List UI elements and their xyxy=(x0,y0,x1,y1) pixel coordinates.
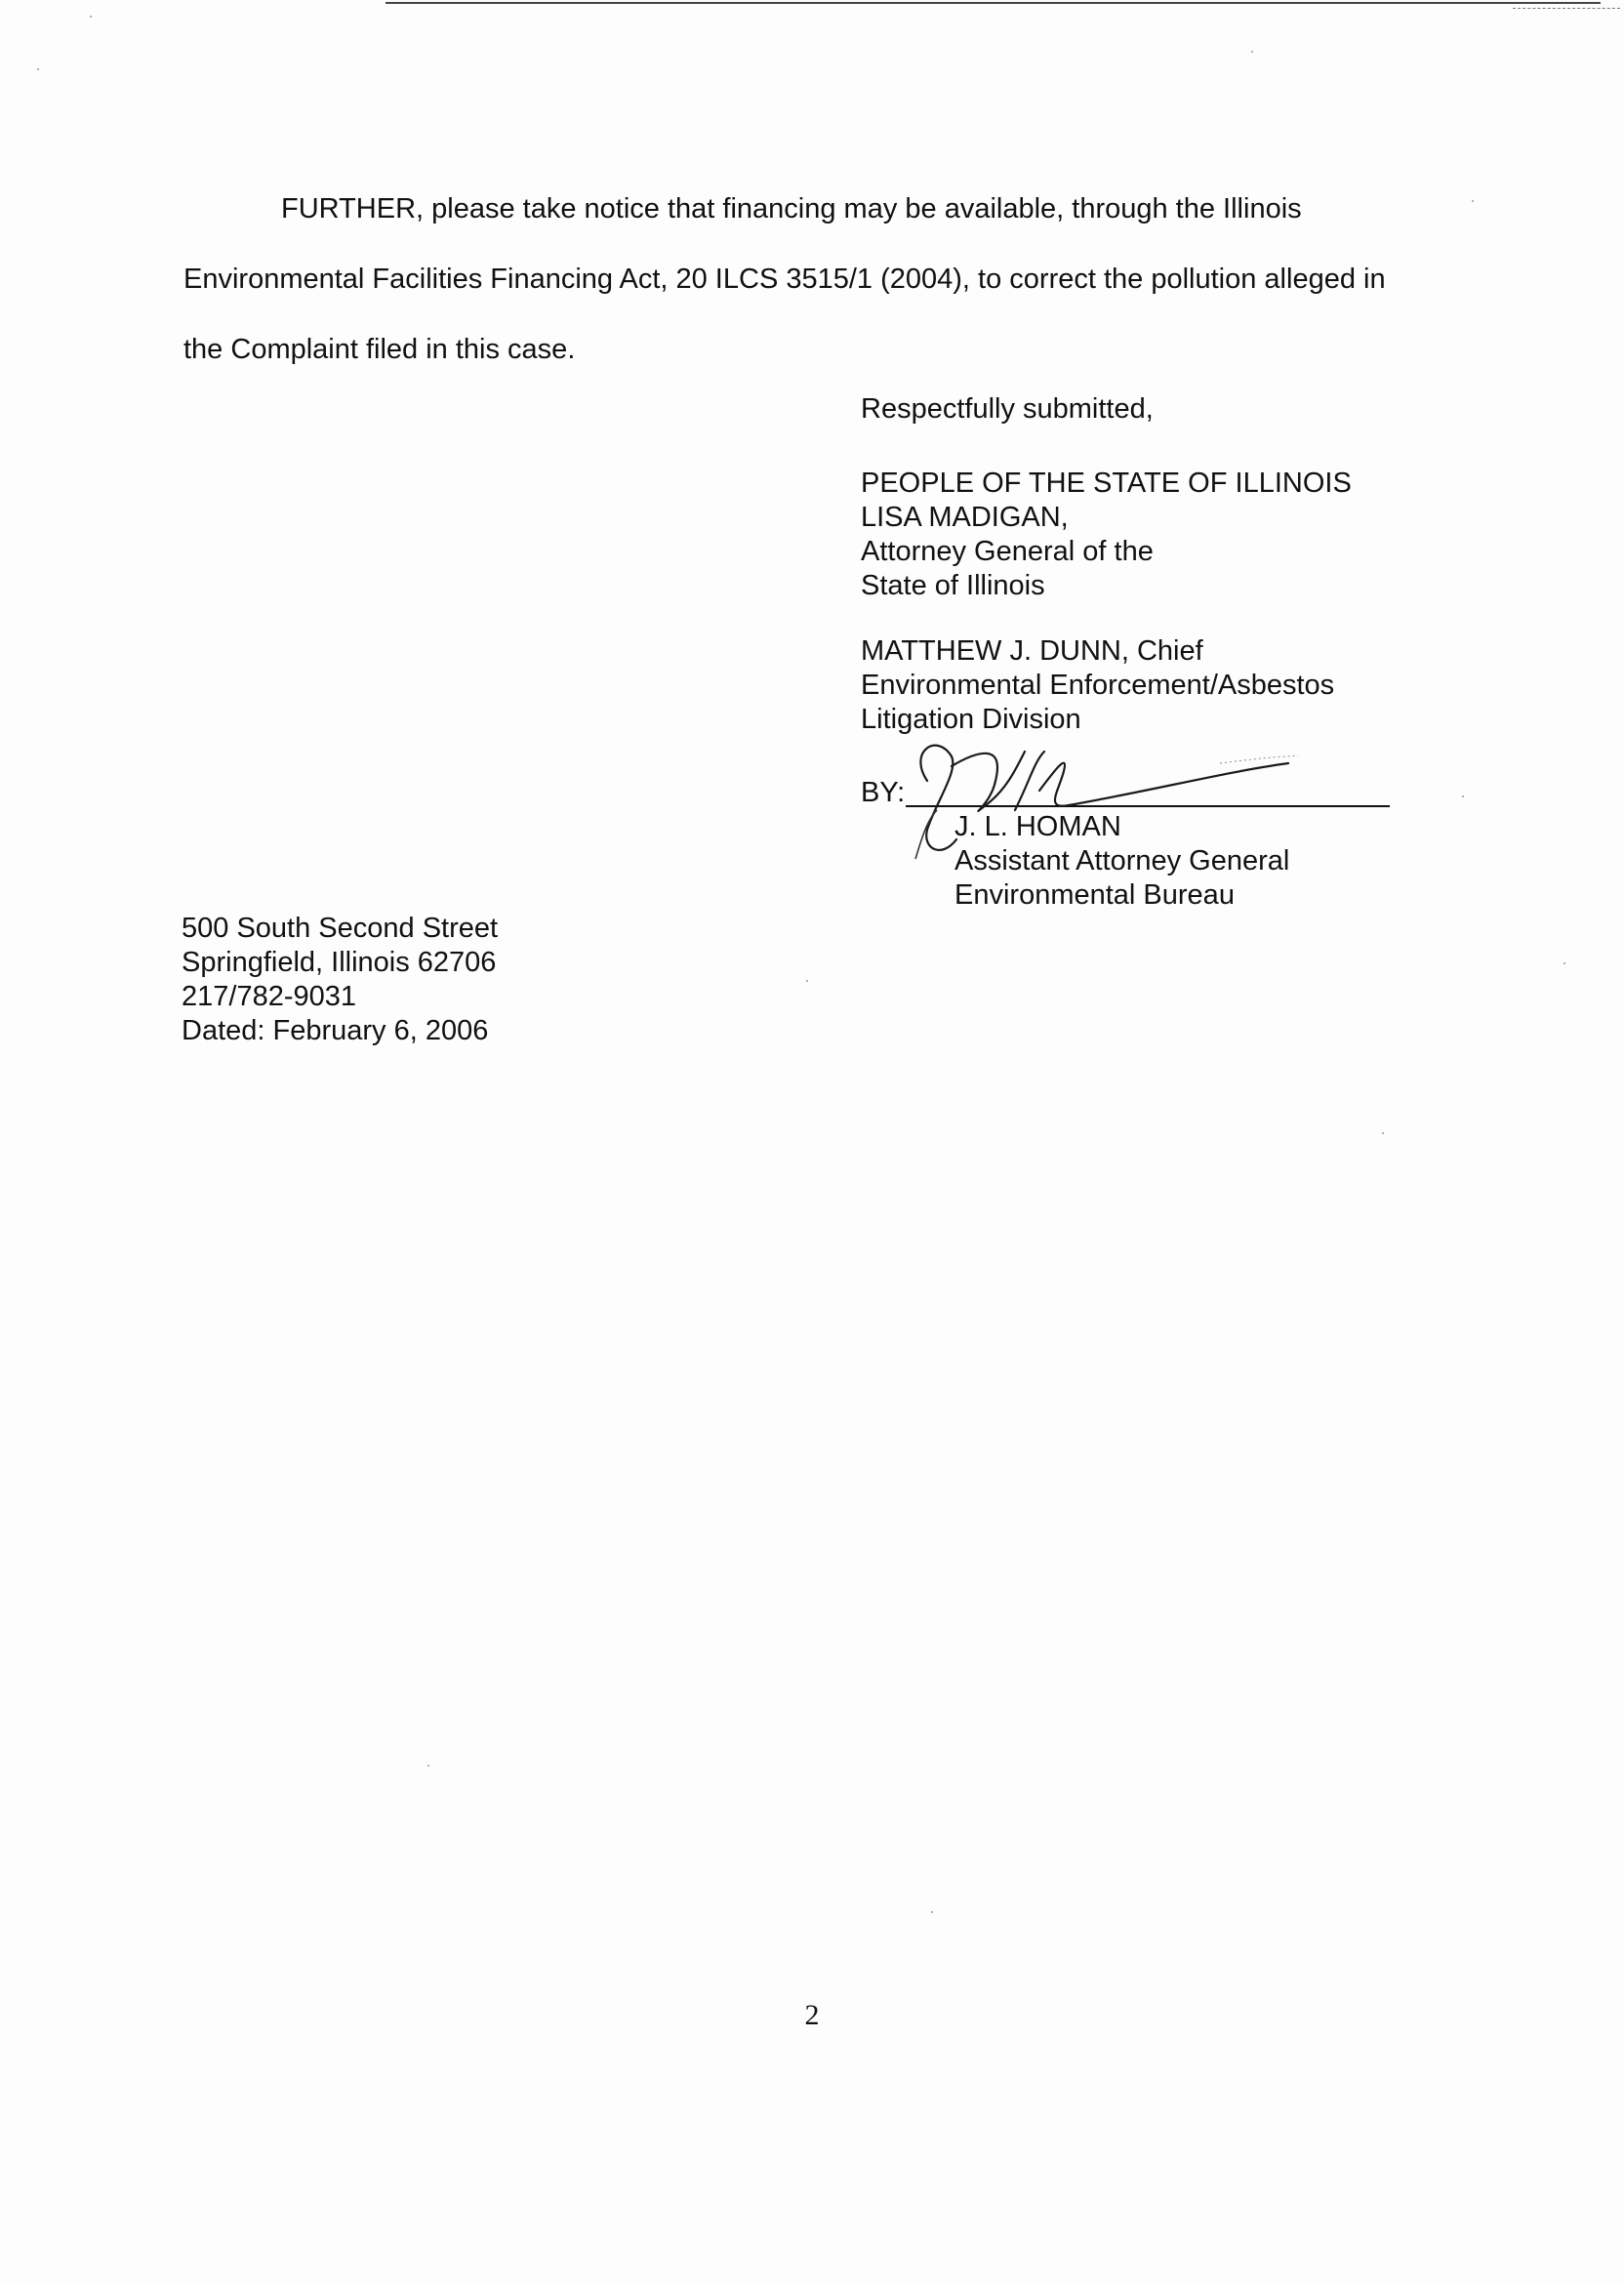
scan-speck xyxy=(1382,1132,1384,1134)
by-label: BY: xyxy=(861,777,906,808)
division-line-3: Litigation Division xyxy=(861,704,1081,735)
closing-text: Respectfully submitted, xyxy=(861,393,1154,425)
scan-speck xyxy=(931,1911,933,1913)
page-number: 2 xyxy=(804,1999,820,2031)
party-line-4: State of Illinois xyxy=(861,570,1045,601)
party-line-2: LISA MADIGAN, xyxy=(861,502,1069,533)
scan-speck xyxy=(806,980,808,982)
address-phone: 217/782-9031 xyxy=(182,981,356,1012)
address-city: Springfield, Illinois 62706 xyxy=(182,947,497,978)
notice-line-3: the Complaint filed in this case. xyxy=(183,334,576,365)
party-line-3: Attorney General of the xyxy=(861,536,1154,567)
scan-speck xyxy=(37,68,39,70)
address-dated: Dated: February 6, 2006 xyxy=(182,1015,489,1046)
scan-speck xyxy=(427,1765,429,1767)
scan-speck xyxy=(90,16,92,18)
closing-block xyxy=(861,392,1154,427)
scan-speck xyxy=(1472,200,1474,202)
scan-speck xyxy=(1251,51,1253,53)
address-block xyxy=(182,912,498,1048)
scan-speck xyxy=(1563,962,1565,964)
signer-name: J. L. HOMAN xyxy=(954,811,1121,842)
address-street: 500 South Second Street xyxy=(182,913,499,944)
party-block xyxy=(861,467,1352,603)
scan-edge-dashes xyxy=(1513,8,1620,9)
notice-line-2: Environmental Facilities Financing Act, 20 ILCS 3515/1 (2004), to correct the pollution alleged in xyxy=(183,264,1386,295)
signer-block xyxy=(954,810,1289,913)
scan-speck xyxy=(1462,795,1464,797)
party-line-1: PEOPLE OF THE STATE OF ILLINOIS xyxy=(861,468,1352,499)
division-line-2: Environmental Enforcement/Asbestos xyxy=(861,670,1335,701)
division-line-1: MATTHEW J. DUNN, Chief xyxy=(861,635,1203,667)
notice-line-1: FURTHER, please take notice that financing may be available, through the Illinois xyxy=(281,193,1302,224)
scan-edge-line xyxy=(386,2,1601,4)
notice-paragraph xyxy=(183,174,1442,385)
signer-bureau: Environmental Bureau xyxy=(954,879,1235,911)
signer-title: Assistant Attorney General xyxy=(954,845,1290,876)
